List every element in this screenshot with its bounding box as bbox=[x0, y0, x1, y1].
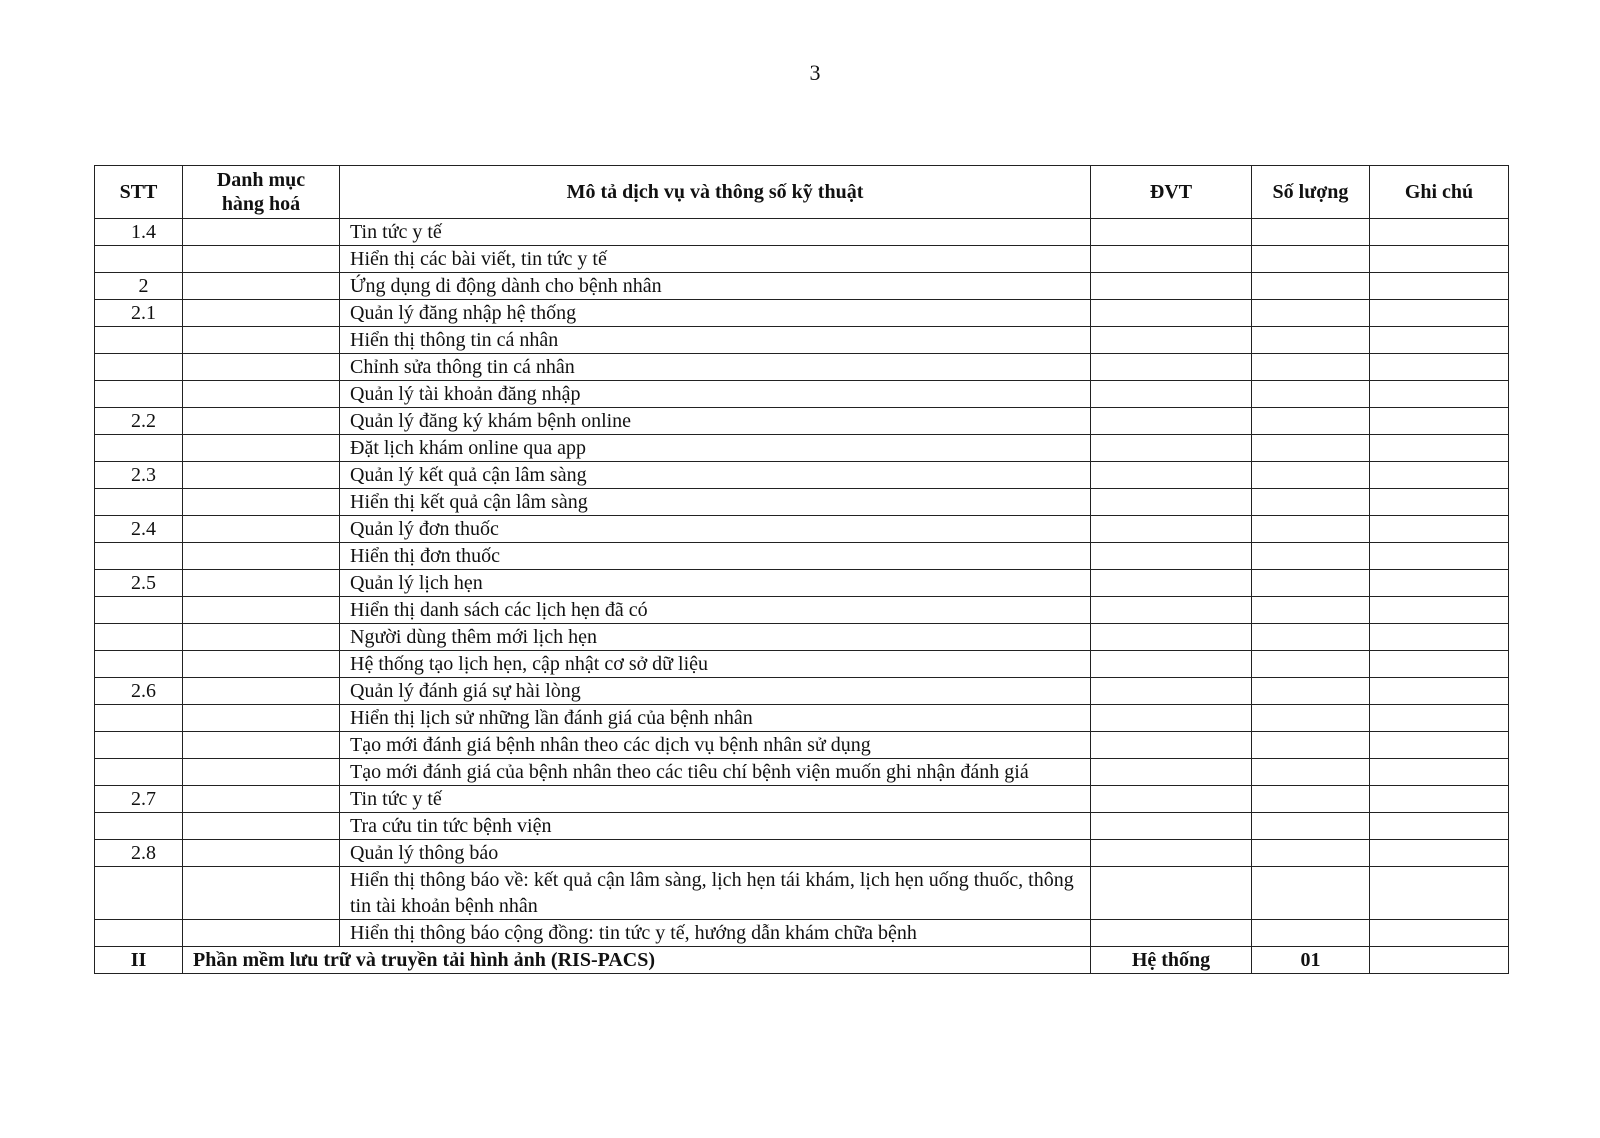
row-stt: 2.8 bbox=[95, 840, 183, 867]
row-stt: 2.5 bbox=[95, 570, 183, 597]
row-dvt bbox=[1091, 219, 1252, 246]
table-row bbox=[95, 300, 1509, 327]
row-description: Hiển thị thông tin cá nhân bbox=[340, 327, 1091, 354]
row-so-luong bbox=[1252, 678, 1370, 705]
row-ghi-chu bbox=[1370, 867, 1509, 920]
section-body bbox=[95, 947, 1509, 974]
row-description: Quản lý đánh giá sự hài lòng bbox=[340, 678, 1091, 705]
row-description: Hiển thị kết quả cận lâm sàng bbox=[340, 489, 1091, 516]
row-stt: 2.3 bbox=[95, 462, 183, 489]
row-stt bbox=[95, 597, 183, 624]
row-so-luong bbox=[1252, 354, 1370, 381]
row-so-luong bbox=[1252, 813, 1370, 840]
row-dvt bbox=[1091, 246, 1252, 273]
row-description: Hiển thị danh sách các lịch hẹn đã có bbox=[340, 597, 1091, 624]
row-ghi-chu bbox=[1370, 408, 1509, 435]
row-so-luong bbox=[1252, 327, 1370, 354]
table-row bbox=[95, 273, 1509, 300]
table-row bbox=[95, 732, 1509, 759]
row-dvt bbox=[1091, 678, 1252, 705]
table-row bbox=[95, 597, 1509, 624]
row-danh-muc bbox=[183, 678, 340, 705]
row-danh-muc bbox=[183, 624, 340, 651]
row-danh-muc bbox=[183, 327, 340, 354]
row-description: Tạo mới đánh giá của bệnh nhân theo các tiêu chí bệnh viện muốn ghi nhận đánh giá bbox=[340, 759, 1091, 786]
row-ghi-chu bbox=[1370, 597, 1509, 624]
table-row bbox=[95, 408, 1509, 435]
row-dvt bbox=[1091, 381, 1252, 408]
page-number: 3 bbox=[809, 60, 821, 85]
row-dvt bbox=[1091, 570, 1252, 597]
row-ghi-chu bbox=[1370, 219, 1509, 246]
row-ghi-chu bbox=[1370, 570, 1509, 597]
row-danh-muc bbox=[183, 759, 340, 786]
table-row bbox=[95, 327, 1509, 354]
header-ghi-chu: Ghi chú bbox=[1370, 166, 1509, 219]
row-so-luong bbox=[1252, 920, 1370, 947]
row-description: Chỉnh sửa thông tin cá nhân bbox=[340, 354, 1091, 381]
header-mo-ta: Mô tả dịch vụ và thông số kỹ thuật bbox=[340, 166, 1091, 219]
table-row bbox=[95, 489, 1509, 516]
row-ghi-chu bbox=[1370, 840, 1509, 867]
row-description: Hệ thống tạo lịch hẹn, cập nhật cơ sở dữ liệu bbox=[340, 651, 1091, 678]
row-danh-muc bbox=[183, 732, 340, 759]
row-stt bbox=[95, 354, 183, 381]
row-so-luong bbox=[1252, 597, 1370, 624]
section-dvt: Hệ thống bbox=[1091, 947, 1252, 974]
row-danh-muc bbox=[183, 219, 340, 246]
row-so-luong bbox=[1252, 624, 1370, 651]
table-row bbox=[95, 246, 1509, 273]
row-danh-muc bbox=[183, 381, 340, 408]
row-stt: 2.1 bbox=[95, 300, 183, 327]
row-danh-muc bbox=[183, 246, 340, 273]
row-so-luong bbox=[1252, 381, 1370, 408]
table-body bbox=[95, 219, 1509, 947]
table-row bbox=[95, 678, 1509, 705]
row-ghi-chu bbox=[1370, 732, 1509, 759]
table-row bbox=[95, 705, 1509, 732]
table-row bbox=[95, 462, 1509, 489]
row-stt bbox=[95, 867, 183, 920]
table-row bbox=[95, 759, 1509, 786]
section-ghi-chu bbox=[1370, 947, 1509, 974]
row-ghi-chu bbox=[1370, 381, 1509, 408]
row-dvt bbox=[1091, 786, 1252, 813]
table-row bbox=[95, 840, 1509, 867]
row-stt bbox=[95, 732, 183, 759]
row-description: Ứng dụng di động dành cho bệnh nhân bbox=[340, 273, 1091, 300]
row-stt: 2.7 bbox=[95, 786, 183, 813]
table-row bbox=[95, 651, 1509, 678]
row-danh-muc bbox=[183, 867, 340, 920]
row-ghi-chu bbox=[1370, 327, 1509, 354]
row-stt: 2.6 bbox=[95, 678, 183, 705]
row-dvt bbox=[1091, 705, 1252, 732]
row-description: Tin tức y tế bbox=[340, 219, 1091, 246]
row-description: Quản lý đăng ký khám bệnh online bbox=[340, 408, 1091, 435]
row-so-luong bbox=[1252, 570, 1370, 597]
row-ghi-chu bbox=[1370, 813, 1509, 840]
row-ghi-chu bbox=[1370, 786, 1509, 813]
table-row bbox=[95, 543, 1509, 570]
table-row bbox=[95, 570, 1509, 597]
row-so-luong bbox=[1252, 651, 1370, 678]
row-stt bbox=[95, 489, 183, 516]
row-description: Quản lý thông báo bbox=[340, 840, 1091, 867]
row-so-luong bbox=[1252, 732, 1370, 759]
section-so-luong: 01 bbox=[1252, 947, 1370, 974]
row-danh-muc bbox=[183, 920, 340, 947]
row-ghi-chu bbox=[1370, 462, 1509, 489]
row-so-luong bbox=[1252, 300, 1370, 327]
row-stt bbox=[95, 435, 183, 462]
row-ghi-chu bbox=[1370, 543, 1509, 570]
row-danh-muc bbox=[183, 570, 340, 597]
table-header-row bbox=[95, 166, 1509, 219]
row-so-luong bbox=[1252, 840, 1370, 867]
row-dvt bbox=[1091, 408, 1252, 435]
row-dvt bbox=[1091, 273, 1252, 300]
row-stt bbox=[95, 543, 183, 570]
row-dvt bbox=[1091, 597, 1252, 624]
header-danh-muc-line1: Danh mục bbox=[216, 169, 306, 191]
section-stt: II bbox=[95, 947, 183, 974]
row-description: Quản lý đơn thuốc bbox=[340, 516, 1091, 543]
section-name: Phần mềm lưu trữ và truyền tải hình ảnh (RIS-PACS) bbox=[183, 947, 1091, 974]
row-stt bbox=[95, 327, 183, 354]
row-dvt bbox=[1091, 813, 1252, 840]
row-stt bbox=[95, 813, 183, 840]
row-dvt bbox=[1091, 624, 1252, 651]
row-description: Hiển thị các bài viết, tin tức y tế bbox=[340, 246, 1091, 273]
row-dvt bbox=[1091, 489, 1252, 516]
row-stt bbox=[95, 381, 183, 408]
row-ghi-chu bbox=[1370, 705, 1509, 732]
row-description: Người dùng thêm mới lịch hẹn bbox=[340, 624, 1091, 651]
table-row bbox=[95, 624, 1509, 651]
table-row bbox=[95, 219, 1509, 246]
row-description: Tra cứu tin tức bệnh viện bbox=[340, 813, 1091, 840]
row-stt: 2 bbox=[95, 273, 183, 300]
row-danh-muc bbox=[183, 840, 340, 867]
spec-table bbox=[94, 165, 1509, 974]
row-stt bbox=[95, 651, 183, 678]
table-row bbox=[95, 813, 1509, 840]
row-stt bbox=[95, 705, 183, 732]
row-stt: 2.4 bbox=[95, 516, 183, 543]
row-ghi-chu bbox=[1370, 624, 1509, 651]
row-ghi-chu bbox=[1370, 246, 1509, 273]
row-dvt bbox=[1091, 327, 1252, 354]
table-row bbox=[95, 435, 1509, 462]
row-stt bbox=[95, 246, 183, 273]
row-stt bbox=[95, 920, 183, 947]
row-so-luong bbox=[1252, 516, 1370, 543]
row-description: Hiển thị đơn thuốc bbox=[340, 543, 1091, 570]
row-danh-muc bbox=[183, 408, 340, 435]
table-row bbox=[95, 381, 1509, 408]
row-danh-muc bbox=[183, 300, 340, 327]
row-ghi-chu bbox=[1370, 516, 1509, 543]
header-stt: STT bbox=[95, 166, 183, 219]
row-dvt bbox=[1091, 759, 1252, 786]
row-danh-muc bbox=[183, 273, 340, 300]
row-ghi-chu bbox=[1370, 651, 1509, 678]
row-stt: 1.4 bbox=[95, 219, 183, 246]
header-dvt: ĐVT bbox=[1091, 166, 1252, 219]
row-dvt bbox=[1091, 516, 1252, 543]
table-row bbox=[95, 786, 1509, 813]
header-danh-muc-line2: hàng hoá bbox=[221, 193, 301, 215]
row-dvt bbox=[1091, 651, 1252, 678]
row-danh-muc bbox=[183, 543, 340, 570]
row-danh-muc bbox=[183, 813, 340, 840]
row-description: Quản lý đăng nhập hệ thống bbox=[340, 300, 1091, 327]
row-so-luong bbox=[1252, 705, 1370, 732]
row-so-luong bbox=[1252, 408, 1370, 435]
row-dvt bbox=[1091, 462, 1252, 489]
row-so-luong bbox=[1252, 435, 1370, 462]
row-dvt bbox=[1091, 732, 1252, 759]
header-so-luong: Số lượng bbox=[1252, 166, 1370, 219]
row-description: Quản lý lịch hẹn bbox=[340, 570, 1091, 597]
row-ghi-chu bbox=[1370, 354, 1509, 381]
row-stt: 2.2 bbox=[95, 408, 183, 435]
table-row bbox=[95, 920, 1509, 947]
row-description: Quản lý tài khoản đăng nhập bbox=[340, 381, 1091, 408]
row-dvt bbox=[1091, 840, 1252, 867]
table-row bbox=[95, 516, 1509, 543]
row-so-luong bbox=[1252, 462, 1370, 489]
row-description: Quản lý kết quả cận lâm sàng bbox=[340, 462, 1091, 489]
row-dvt bbox=[1091, 300, 1252, 327]
row-description: Đặt lịch khám online qua app bbox=[340, 435, 1091, 462]
row-danh-muc bbox=[183, 435, 340, 462]
table-row bbox=[95, 867, 1509, 920]
row-description: Hiển thị thông báo về: kết quả cận lâm sàng, lịch hẹn tái khám, lịch hẹn uống thuốc, thông tin tài khoản bệnh nhân bbox=[340, 867, 1091, 920]
row-so-luong bbox=[1252, 246, 1370, 273]
row-danh-muc bbox=[183, 651, 340, 678]
row-ghi-chu bbox=[1370, 489, 1509, 516]
row-ghi-chu bbox=[1370, 273, 1509, 300]
row-danh-muc bbox=[183, 516, 340, 543]
row-danh-muc bbox=[183, 354, 340, 381]
row-dvt bbox=[1091, 867, 1252, 920]
row-so-luong bbox=[1252, 759, 1370, 786]
row-stt bbox=[95, 759, 183, 786]
row-description: Tạo mới đánh giá bệnh nhân theo các dịch vụ bệnh nhân sử dụng bbox=[340, 732, 1091, 759]
row-ghi-chu bbox=[1370, 678, 1509, 705]
section-row bbox=[95, 947, 1509, 974]
table-row bbox=[95, 354, 1509, 381]
row-danh-muc bbox=[183, 489, 340, 516]
row-so-luong bbox=[1252, 219, 1370, 246]
row-ghi-chu bbox=[1370, 759, 1509, 786]
row-danh-muc bbox=[183, 462, 340, 489]
row-ghi-chu bbox=[1370, 300, 1509, 327]
row-so-luong bbox=[1252, 543, 1370, 570]
header-danh-muc bbox=[183, 166, 340, 219]
row-dvt bbox=[1091, 920, 1252, 947]
row-stt bbox=[95, 624, 183, 651]
row-dvt bbox=[1091, 354, 1252, 381]
row-so-luong bbox=[1252, 489, 1370, 516]
row-description: Hiển thị lịch sử những lần đánh giá của bệnh nhân bbox=[340, 705, 1091, 732]
row-description: Tin tức y tế bbox=[340, 786, 1091, 813]
row-so-luong bbox=[1252, 867, 1370, 920]
row-dvt bbox=[1091, 543, 1252, 570]
row-description: Hiển thị thông báo cộng đồng: tin tức y tế, hướng dẫn khám chữa bệnh bbox=[340, 920, 1091, 947]
row-so-luong bbox=[1252, 786, 1370, 813]
row-danh-muc bbox=[183, 705, 340, 732]
row-ghi-chu bbox=[1370, 920, 1509, 947]
row-ghi-chu bbox=[1370, 435, 1509, 462]
row-danh-muc bbox=[183, 597, 340, 624]
row-so-luong bbox=[1252, 273, 1370, 300]
row-dvt bbox=[1091, 435, 1252, 462]
row-danh-muc bbox=[183, 786, 340, 813]
